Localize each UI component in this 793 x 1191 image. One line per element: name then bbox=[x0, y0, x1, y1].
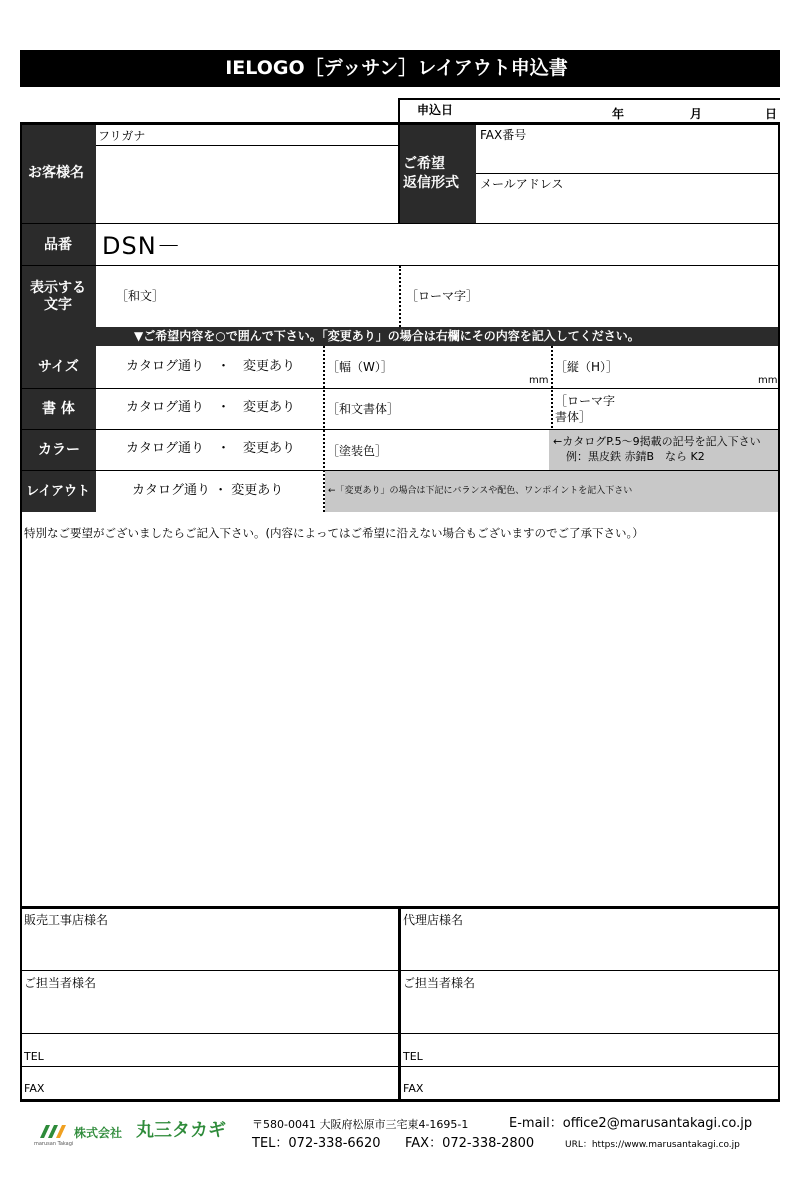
company-name: 丸三タカギ bbox=[136, 1120, 226, 1141]
size-width-label: ［幅（W）］ bbox=[327, 360, 393, 374]
company-fax: FAX：072-338-2800 bbox=[405, 1136, 535, 1151]
date-label: 申込日 bbox=[417, 103, 454, 117]
size-height-label: ［縦（H）］ bbox=[555, 360, 619, 374]
date-month-input[interactable] bbox=[628, 104, 686, 122]
company-tel: TEL：072-338-6620 bbox=[252, 1136, 381, 1151]
display-text-label-2: 文字 bbox=[44, 297, 72, 313]
agent-tel-input[interactable] bbox=[438, 1044, 773, 1064]
dealer-tel-input[interactable] bbox=[60, 1044, 392, 1064]
furigana-input[interactable] bbox=[160, 127, 395, 144]
japanese-text-label: ［和文］ bbox=[116, 289, 165, 303]
dealer-tel-label: TEL bbox=[24, 1050, 44, 1063]
agent-fax-input[interactable] bbox=[438, 1076, 773, 1096]
layout-note: ←「変更あり」の場合は下記にバランスや配色、ワンポイントを記入下さい bbox=[328, 486, 633, 496]
date-year-input[interactable] bbox=[465, 104, 605, 122]
agent-contact-label: ご担当者様名 bbox=[403, 976, 476, 990]
email-input[interactable] bbox=[480, 195, 776, 219]
reply-format-label-cell bbox=[400, 125, 476, 223]
dealer-contact-input[interactable] bbox=[26, 995, 392, 1029]
display-text-label-1: 表示する bbox=[30, 280, 86, 296]
date-day-label: 日 bbox=[765, 107, 778, 121]
page-title: IELOGO［デッサン］レイアウト申込書 bbox=[225, 57, 568, 79]
date-day-input[interactable] bbox=[706, 104, 761, 122]
product-number-input[interactable] bbox=[180, 230, 770, 260]
roman-text-input[interactable] bbox=[475, 282, 773, 312]
dealer-store-input[interactable] bbox=[26, 932, 392, 966]
layout-label: レイアウト bbox=[26, 484, 90, 499]
furigana-label: フリガナ bbox=[98, 129, 146, 143]
agent-store-label: 代理店様名 bbox=[403, 913, 464, 927]
date-month-label: 月 bbox=[690, 107, 703, 121]
company-url[interactable]: URL：https://www.marusantakagi.co.jp bbox=[565, 1140, 740, 1150]
color-label: カラー bbox=[38, 442, 80, 458]
color-note-1: ←カタログP.5～9掲載の記号を記入下さい bbox=[553, 435, 761, 448]
company-logo-icon bbox=[38, 1122, 72, 1140]
logo-subtext: marusan Takagi bbox=[34, 1141, 74, 1147]
dealer-store-label: 販売工事店様名 bbox=[24, 913, 109, 927]
instruction-text: ▼ご希望内容を○で囲んで下さい。「変更あり」の場合は右欄にその内容を記入してください。 bbox=[134, 329, 640, 343]
size-label: サイズ bbox=[38, 359, 79, 375]
fax-number-input[interactable] bbox=[480, 146, 776, 170]
size-choices[interactable]: カタログ通り ・ 変更あり bbox=[126, 359, 296, 374]
paint-color-label: ［塗装色］ bbox=[327, 444, 388, 458]
roman-font-label-1: ［ローマ字 bbox=[555, 394, 616, 408]
paint-color-input[interactable] bbox=[386, 438, 546, 464]
japanese-text-input[interactable] bbox=[165, 282, 395, 312]
reply-format-label-1: ご希望 bbox=[403, 156, 445, 172]
company-address: 〒580-0041 大阪府松原市三宅東4-1695-1 bbox=[252, 1118, 469, 1131]
roman-font-label-2: 書体］ bbox=[555, 410, 592, 424]
company-prefix: 株式会社 bbox=[74, 1126, 123, 1140]
roman-font-input[interactable] bbox=[620, 397, 772, 421]
agent-fax-label: FAX bbox=[403, 1082, 424, 1095]
date-year-label: 年 bbox=[612, 107, 625, 121]
product-label: 品番 bbox=[44, 237, 72, 253]
japanese-font-label: ［和文書体］ bbox=[327, 402, 400, 416]
customer-name-input[interactable] bbox=[100, 150, 395, 218]
product-number-value: DSN－ bbox=[102, 232, 182, 260]
size-height-input[interactable] bbox=[618, 356, 753, 378]
company-email[interactable]: E-mail：office2@marusantakagi.co.jp bbox=[509, 1116, 753, 1131]
agent-contact-input[interactable] bbox=[405, 995, 773, 1029]
color-note-2: 例：黒皮鉄 赤錆B なら K2 bbox=[566, 450, 705, 463]
size-width-unit: mm bbox=[529, 375, 549, 386]
customer-name-label: お客様名 bbox=[28, 165, 84, 181]
font-label: 書 体 bbox=[42, 401, 75, 417]
font-choices[interactable]: カタログ通り ・ 変更あり bbox=[126, 400, 296, 415]
agent-tel-label: TEL bbox=[403, 1050, 423, 1063]
dealer-fax-input[interactable] bbox=[60, 1076, 392, 1096]
agent-store-input[interactable] bbox=[405, 932, 773, 966]
japanese-font-input[interactable] bbox=[400, 397, 545, 421]
dealer-contact-label: ご担当者様名 bbox=[24, 976, 97, 990]
special-request-label: 特別なご要望がございましたらご記入下さい。(内容によってはご希望に沿えない場合もございますのでご了承下さい。） bbox=[24, 526, 644, 540]
size-width-input[interactable] bbox=[390, 356, 525, 378]
roman-text-label: ［ローマ字］ bbox=[406, 289, 479, 303]
size-height-unit: mm bbox=[758, 375, 778, 386]
special-request-input[interactable] bbox=[26, 548, 778, 904]
reply-format-label-2: 返信形式 bbox=[403, 175, 459, 191]
layout-choices[interactable]: カタログ通り ・ 変更あり bbox=[132, 483, 284, 498]
fax-number-label: FAX番号 bbox=[480, 128, 527, 142]
email-label: メールアドレス bbox=[480, 177, 564, 191]
dealer-fax-label: FAX bbox=[24, 1082, 45, 1095]
color-choices[interactable]: カタログ通り ・ 変更あり bbox=[126, 441, 296, 456]
